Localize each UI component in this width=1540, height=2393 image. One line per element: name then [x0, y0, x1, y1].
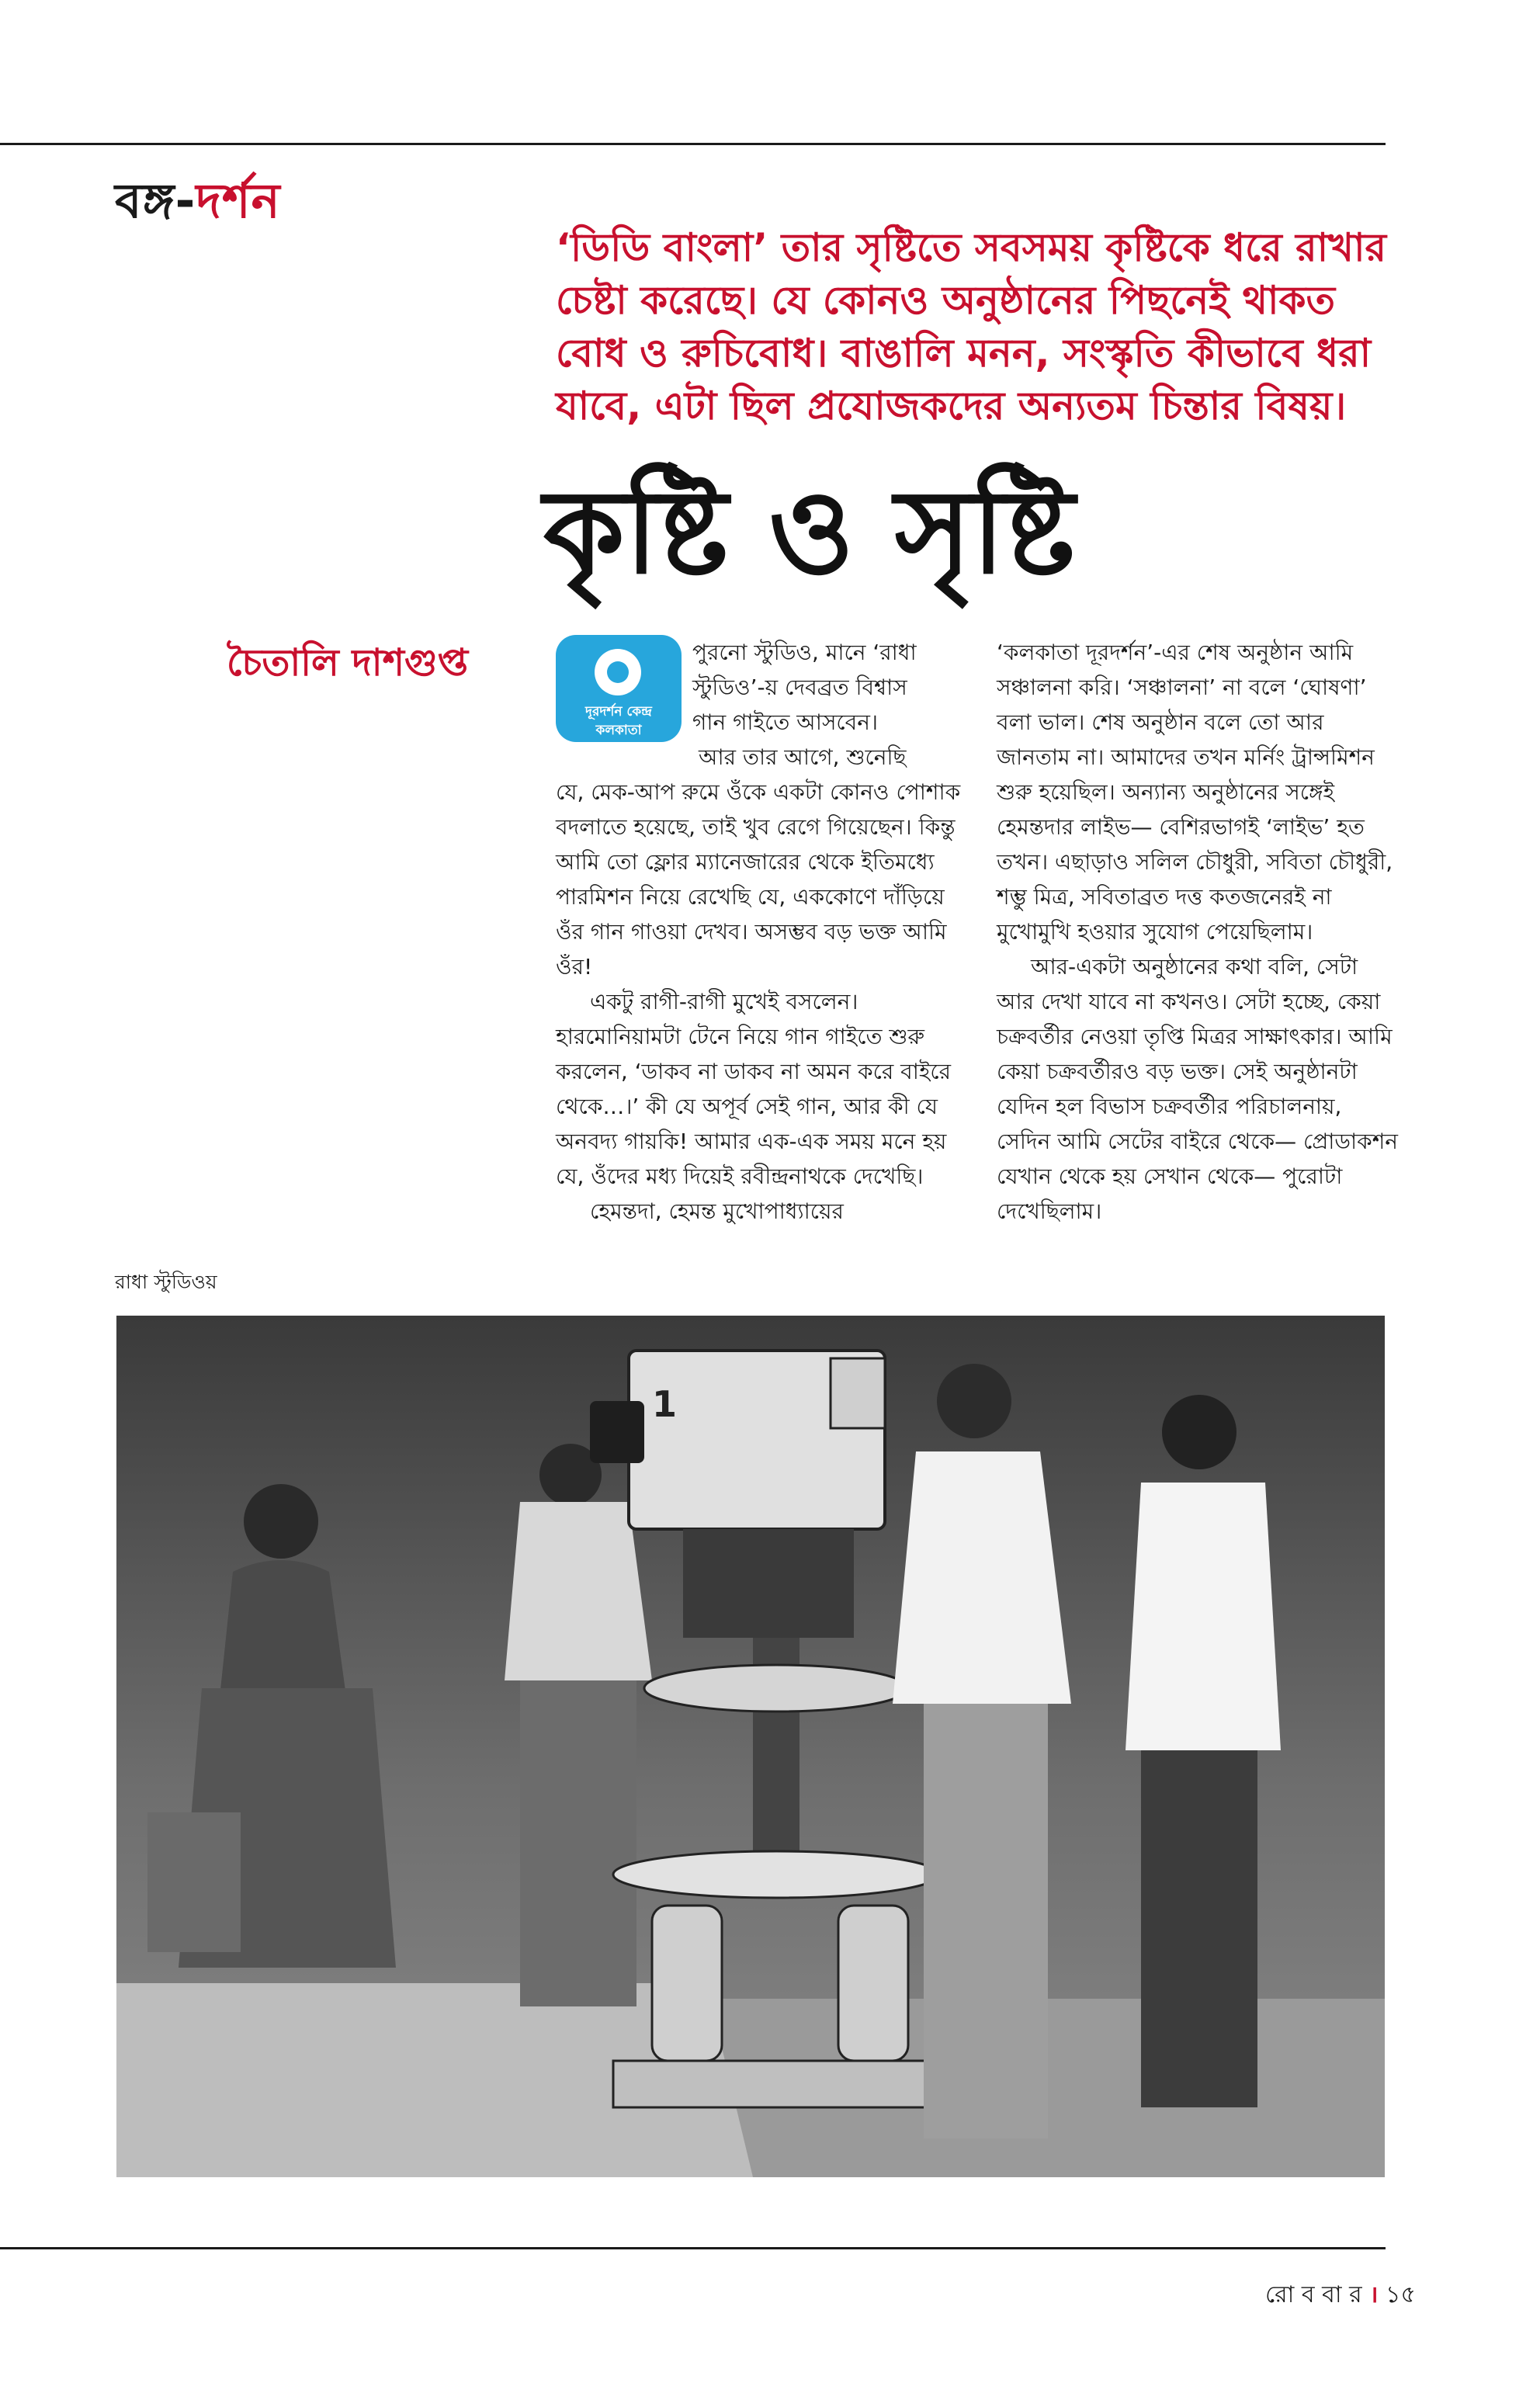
column-1-para-1: যে, মেক-আপ রুমে ওঁকে একটা কোনও পোশাক বদলাতে হয়েছে, তাই খুব রেগে গিয়েছেন। কিন্তু আমি তো ফ্লোর ম্যানেজারের থেকে ইতিমধ্যে পারমিশন নিয়ে রেখেছি যে, এককোণে দাঁড়িয়ে ওঁর গান গাওয়া দেখব। অসম্ভব বড় ভক্ত আমি ওঁর! — [556, 779, 961, 980]
page-number: ১৫ — [1386, 2281, 1416, 2308]
section-label — [115, 165, 281, 245]
logo-line2: কলকাতা — [595, 723, 642, 738]
lead-line: গান গাইতে আসবেন। — [692, 709, 878, 735]
byline: চৈতালি দাশগুপ্ত — [227, 641, 469, 685]
column-1-para-3: হেমন্তদা, হেমন্ত মুখোপাধ্যায়ের — [590, 1198, 844, 1224]
page-footer — [1265, 2276, 1416, 2315]
footer-separator: । — [1369, 2281, 1379, 2308]
standing-man-right — [1126, 1395, 1281, 2107]
photo-caption: রাধা স্টুডিওয় — [115, 1271, 217, 1293]
dd-eye-icon — [595, 649, 641, 695]
column-1 — [556, 775, 972, 1229]
lead-line: স্টুডিও’-য় দেবব্রত বিশ্বাস — [692, 675, 907, 700]
magazine-name: রো ব বা র — [1265, 2281, 1362, 2308]
column-1-para-2: একটু রাগী-রাগী মুখেই বসলেন। হারমোনিয়ামটা টেনে নিয়ে গান গাইতে শুরু করলেন, ‘ডাকব না ডাকব না অমন করে বাইরে থেকে…।’ কী যে অপূর্ব সেই গান, আর কী যে অনবদ্য গায়কি! আমার এক-এক সময় মনে হয় যে, ওঁদের মধ্য দিয়েই রবীন্দ্রনাথকে দেখেছি। — [556, 989, 952, 1189]
column-2-para-1: ‘কলকাতা দূরদর্শন’-এর শেষ অনুষ্ঠান আমি সঞ্চালনা করি। ‘সঞ্চালনা’ না বলে ‘ঘোষণা’ বলা ভাল। শেষ অনুষ্ঠান বলে তো আর জানতাম না। আমাদের তখন মর্নিং ট্রান্সমিশন শুরু হয়েছিল। অন্যান্য অনুষ্ঠানের সঙ্গেই হেমন্তদার লাইভ— বেশিরভাগই ‘লাইভ’ হত তখন। এছাড়াও সলিল চৌধুরী, সবিতা চৌধুরী, শম্ভু মিত্র, সবিতাব্রত দত্ত কতজনেরই না মুখোমুখি হওয়ার সুযোগ পেয়েছিলাম। — [997, 640, 1393, 945]
bottom-rule — [0, 2247, 1386, 2249]
camera-number: 1 — [652, 1383, 678, 1425]
column-2 — [997, 635, 1400, 1229]
column-2-para-2: আর-একটা অনুষ্ঠানের কথা বলি, সেটা আর দেখা যাবে না কখনও। সেটা হচ্ছে, কেয়া চক্রবর্তীর নেওয়া তৃপ্তি মিত্রর সাক্ষাৎকার। আমি কেয়া চক্রবর্তীরও বড় ভক্ত। সেই অনুষ্ঠানটা যেদিন হল বিভাস চক্রবর্তীর পরিচালনায়, সেদিন আমি সেটের বাইরে থেকে— প্রোডাকশন যেখান থেকে হয় সেখান থেকে— পুরোটা দেখেছিলাম। — [997, 954, 1399, 1224]
lead-line: আর তার আগে, শুনেছি — [699, 744, 907, 770]
column-1-lead — [692, 635, 972, 775]
lead-line: পুরনো স্টুডিও, মানে ‘রাধা — [692, 640, 917, 665]
camera-operator-left — [505, 1444, 652, 2006]
studio-photo — [116, 1316, 1385, 2177]
section-label-part2: দর্শন — [196, 172, 281, 229]
section-label-part1: বঙ্গ- — [115, 172, 196, 229]
logo-line1: দূরদর্শন কেন্দ্র — [585, 704, 652, 720]
standfirst: ‘ডিডি বাংলা’ তার সৃষ্টিতে সবসময় কৃষ্টিকে ধরে রাখার চেষ্টা করেছে। যে কোনও অনুষ্ঠানের পিছনেই থাকত বোধ ও রুচিবোধ। বাঙালি মনন, সংস্কৃতি কীভাবে ধরা যাবে, এটা ছিল প্রযোজকদের অন্যতম চিন্তার বিষয়। — [556, 225, 1386, 428]
article-title: কৃষ্টি ও সৃষ্টি — [543, 463, 1075, 600]
top-rule — [0, 143, 1386, 145]
doordarshan-logo — [556, 635, 682, 742]
